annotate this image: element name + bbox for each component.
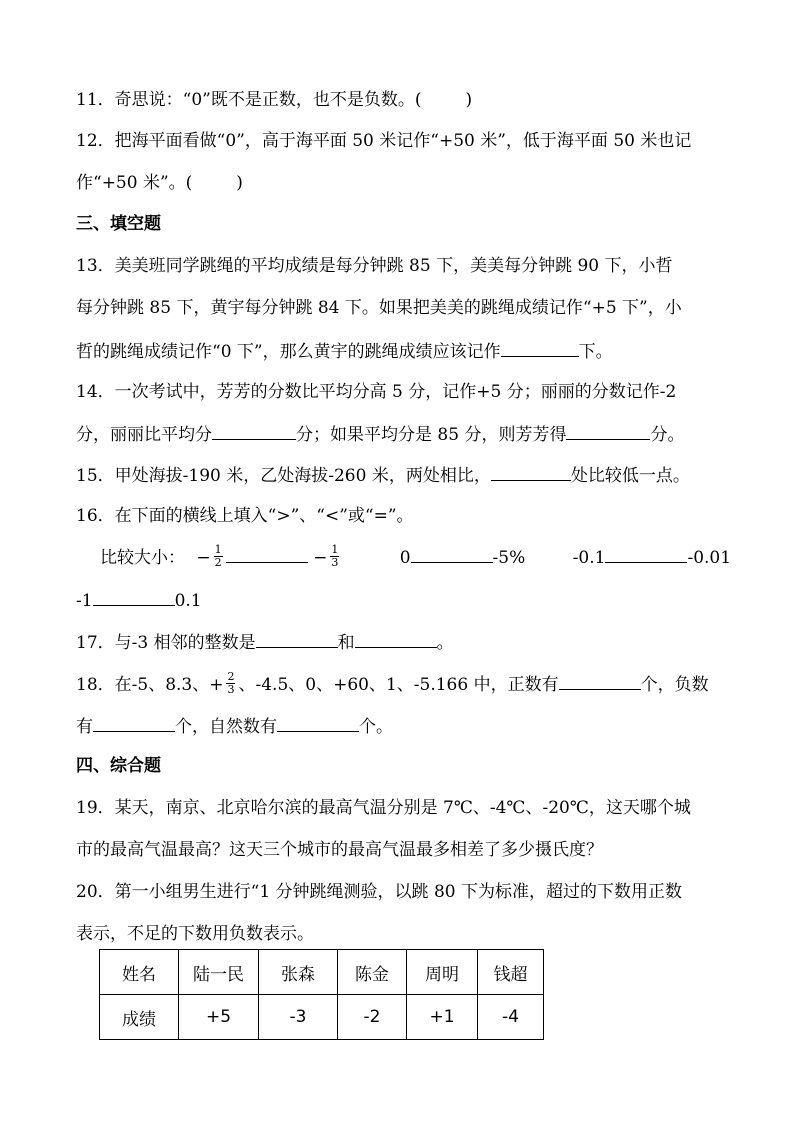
- table-row: [100, 995, 544, 1040]
- question-20-line1: 20．第一小组男生进行“1 分钟跳绳测验，以跳 80 下为标准，超过的下数用正数: [76, 882, 682, 902]
- section-comprehensive-heading: 四、综合题: [76, 756, 161, 776]
- question-11: 11．奇思说：“0”既不是正数，也不是负数。( ): [76, 90, 473, 110]
- question-16-compare-row2: -1 0.1: [76, 587, 202, 613]
- question-13-line2: 每分钟跳 85 下，黄宇每分钟跳 84 下。如果把美美的跳绳成绩记作“+5 下”，小: [76, 298, 682, 318]
- answer-blank-13[interactable]: [501, 338, 579, 357]
- answer-blank-18a[interactable]: [559, 671, 641, 690]
- question-20-line2: 表示，不足的下数用负数表示。: [76, 924, 314, 944]
- table-cell: 姓名: [100, 950, 179, 995]
- table-cell: +1: [407, 995, 478, 1040]
- question-16-stem: 16．在下面的横线上填入“>”、“<”或“=”。: [76, 506, 414, 526]
- fraction-one-third: $\frac{1}{3}$: [331, 543, 339, 569]
- question-13-line3: 哲的跳绳成绩记作“0 下”，那么黄宇的跳绳成绩应该记作 下。: [76, 338, 613, 364]
- table-cell: 成绩: [100, 995, 179, 1040]
- question-17: 17．与-3 相邻的整数是 和 。: [76, 629, 454, 655]
- question-12-line2: 作“+50 米”。( ): [76, 173, 243, 193]
- compare-blank-4[interactable]: [93, 587, 175, 606]
- answer-blank-18b[interactable]: [93, 713, 175, 732]
- compare-blank-2[interactable]: [411, 544, 493, 563]
- question-18-line1: 18．在-5、8.3、+ $\frac{2}{3}$ 、-4.5、0、+60、1、-5.166 中，正数有 个，负数: [76, 670, 709, 696]
- question-19-line1: 19．某天，南京、北京哈尔滨的最高气温分别是 7℃、-4℃、-20℃，这天哪个城: [76, 798, 691, 818]
- question-19-line2: 市的最高气温最高？这天三个城市的最高气温最多相差了多少摄氏度？: [76, 840, 603, 860]
- table-cell: +5: [179, 995, 259, 1040]
- table-cell: 钱超: [478, 950, 544, 995]
- answer-blank-17a[interactable]: [256, 629, 338, 648]
- question-18-line2: 有 个，自然数有 个。: [76, 713, 393, 739]
- table-cell: 陈金: [338, 950, 407, 995]
- answer-blank-15[interactable]: [491, 462, 571, 481]
- table-header-row: [100, 950, 544, 995]
- answer-blank-14a[interactable]: [212, 421, 296, 440]
- fraction-two-thirds: $\frac{2}{3}$: [227, 670, 235, 696]
- section-fill-in-heading: 三、填空题: [76, 214, 161, 234]
- question-12-line1: 12．把海平面看做“0”，高于海平面 50 米记作“+50 米”，低于海平面 50 米也记: [76, 131, 692, 151]
- compare-label: 比较大小：: [100, 548, 185, 568]
- question-13-line1: 13．美美班同学跳绳的平均成绩是每分钟跳 85 下，美美每分钟跳 90 下，小哲: [76, 256, 673, 276]
- fraction-one-half: $\frac{1}{2}$: [214, 543, 222, 569]
- table-cell: 周明: [407, 950, 478, 995]
- answer-blank-17b[interactable]: [355, 629, 437, 648]
- table-cell: -3: [259, 995, 338, 1040]
- table-cell: 陆一民: [179, 950, 259, 995]
- question-14-line2: 分，丽丽比平均分 分；如果平均分是 85 分，则芳芳得 分。: [76, 421, 684, 447]
- table-cell: 张森: [259, 950, 338, 995]
- compare-blank-1[interactable]: [226, 544, 308, 563]
- question-16-compare-row: 比较大小： − $\frac{1}{2}$ − $\frac{1}{3}$ 0 -5% -0.1 -0.01: [100, 543, 732, 569]
- compare-blank-3[interactable]: [605, 544, 687, 563]
- question-11-text: 11．奇思说：“0”既不是正数，也不是负数。(: [76, 90, 422, 110]
- question-14-line1: 14．一次考试中，芳芳的分数比平均分高 5 分，记作+5 分；丽丽的分数记作-2: [76, 382, 677, 402]
- question-15: 15．甲处海拔-190 米，乙处海拔-260 米，两处相比， 处比较低一点。: [76, 462, 690, 488]
- answer-blank-14b[interactable]: [566, 421, 650, 440]
- score-table: [99, 949, 544, 1040]
- table-cell: -4: [478, 995, 544, 1040]
- table-cell: -2: [338, 995, 407, 1040]
- answer-blank-18c[interactable]: [277, 713, 359, 732]
